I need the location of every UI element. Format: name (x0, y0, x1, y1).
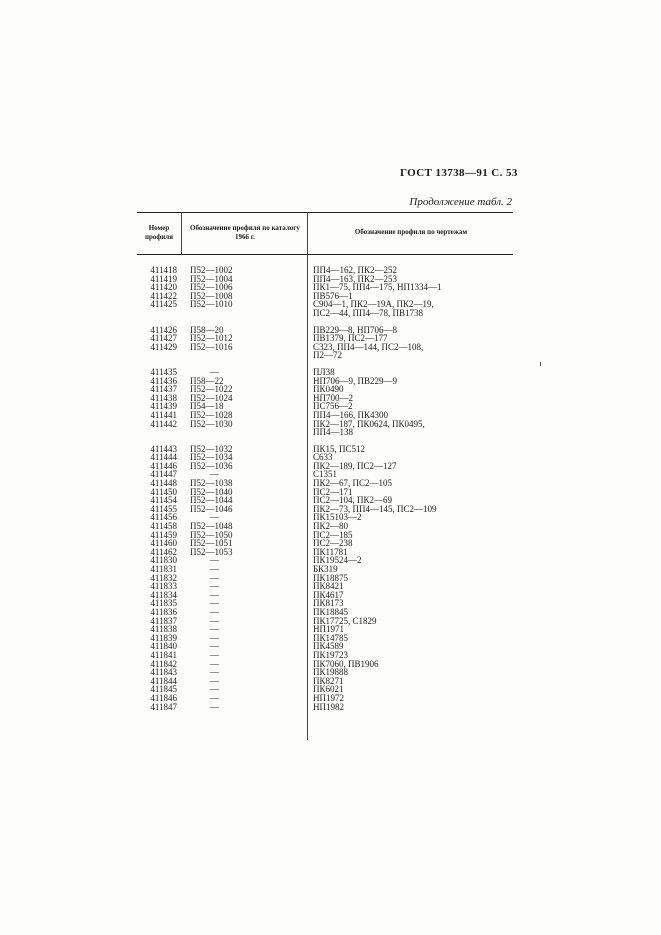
page-header: ГОСТ 13738—91 С. 53 (400, 167, 518, 179)
profile-number-cell: 411446 (150, 460, 177, 471)
drawing-designation-cell: ПК18845 (313, 606, 349, 617)
drawing-designation-cell: ПК11781 (313, 546, 348, 557)
drawing-designation-cell: ПК4617 (313, 589, 344, 600)
catalog-designation-cell: П52—1046 (190, 503, 233, 514)
drawing-designation-cell: С323, ПП4—144, ПС2—108, П2—72 (313, 341, 424, 361)
drawing-designation-cell: ПК2—67, ПС2—105 (313, 478, 393, 489)
drawing-designation-cell: ПК6021 (313, 684, 344, 695)
profile-number-cell: 411436 (150, 375, 177, 386)
table-row (137, 343, 513, 360)
drawing-designation-cell: НП1982 (313, 701, 344, 712)
catalog-designation-cell: — (210, 598, 219, 609)
profile-number-cell: 411439 (150, 401, 177, 412)
catalog-designation-cell: П58—22 (190, 375, 224, 386)
header-drawing-designation: Обозначение профиля по чертежам (354, 228, 468, 236)
catalog-designation-cell: П52—1040 (190, 486, 233, 497)
profile-number-cell: 411838 (150, 624, 177, 635)
drawing-designation-cell: ПК8421 (313, 581, 344, 592)
catalog-designation-cell: — (210, 589, 219, 600)
drawing-designation-cell: НП1972 (313, 692, 344, 703)
header-profile-number: Номер профиля (144, 224, 174, 241)
profile-number-cell: 411427 (150, 333, 177, 344)
drawing-designation-cell: ПС2—171 (313, 486, 353, 497)
profile-number-cell: 411458 (150, 521, 177, 532)
profile-number-cell: 411420 (150, 282, 177, 293)
profile-number-cell: 411844 (150, 675, 177, 686)
drawing-designation-cell: ПК19723 (313, 649, 349, 660)
catalog-designation-cell: — (210, 658, 219, 669)
drawing-designation-cell: С1351 (313, 469, 338, 480)
drawing-designation-cell: НП700—2 (313, 392, 353, 403)
catalog-designation-cell: П52—1010 (190, 299, 233, 310)
profile-number-cell: 411830 (150, 555, 177, 566)
profile-number-cell: 411841 (150, 649, 177, 660)
catalog-designation-cell: — (210, 366, 219, 377)
drawing-designation-cell: ПК2—189, ПС2—127 (313, 460, 397, 471)
profile-number-cell: 411443 (150, 443, 177, 454)
drawing-designation-cell: ПК15, ПС512 (313, 443, 366, 454)
catalog-designation-cell: П52—1024 (190, 392, 233, 403)
profile-number-cell: 411843 (150, 667, 177, 678)
profile-number-cell: 411448 (150, 478, 177, 489)
catalog-designation-cell: — (210, 641, 219, 652)
catalog-designation-cell: — (210, 564, 219, 574)
catalog-designation-cell: — (210, 606, 219, 617)
catalog-designation-cell: П52—1030 (190, 418, 233, 429)
catalog-designation-cell: П52—1050 (190, 529, 233, 540)
catalog-designation-cell: — (210, 624, 219, 635)
profile-number-cell: 411447 (150, 469, 177, 480)
profile-number-cell: 411455 (150, 503, 177, 514)
drawing-designation-cell: ПЛ38 (313, 366, 335, 377)
drawing-designation-cell: БК319 (313, 564, 338, 574)
drawing-designation-cell: ПК8173 (313, 598, 344, 609)
profile-number-cell: 411832 (150, 572, 177, 583)
drawing-designation-cell: ПП4—162, ПК2—252 (313, 265, 398, 275)
profile-number-cell: 411419 (150, 273, 177, 284)
catalog-designation-cell: П52—1004 (190, 273, 233, 284)
profile-number-cell: 411836 (150, 606, 177, 617)
drawing-designation-cell: ПК2—187, ПК0624, ПК0495, ПП4—138 (313, 418, 425, 438)
drawing-designation-cell: ПК14785 (313, 632, 349, 643)
profile-number-cell: 411425 (150, 299, 177, 310)
scan-speck (540, 362, 541, 366)
catalog-designation-cell: — (210, 555, 219, 566)
header-rule (137, 254, 513, 255)
drawing-designation-cell: НП1971 (313, 624, 344, 635)
catalog-designation-cell: П52—1038 (190, 478, 233, 489)
drawing-designation-cell: ПП4—166, ПК4300 (313, 409, 389, 420)
table-row (137, 300, 513, 317)
profile-number-cell: 411842 (150, 658, 177, 669)
catalog-designation-cell: — (210, 512, 219, 523)
catalog-designation-cell: П52—1002 (190, 265, 233, 275)
profile-number-cell: 411454 (150, 495, 177, 506)
drawing-designation-cell: ПК19888 (313, 667, 349, 678)
drawing-designation-cell: С633 (313, 452, 333, 463)
table-row (137, 703, 513, 712)
profile-number-cell: 411441 (150, 409, 177, 420)
column-divider (181, 212, 182, 254)
catalog-designation-cell: П52—1022 (190, 384, 233, 395)
profile-number-cell: 411839 (150, 632, 177, 643)
table-body (137, 266, 513, 711)
profile-number-cell: 411847 (150, 701, 177, 712)
profile-number-cell: 411422 (150, 290, 177, 301)
profile-number-cell: 411845 (150, 684, 177, 695)
catalog-designation-cell: П52—1008 (190, 290, 233, 301)
profile-number-cell: 411438 (150, 392, 177, 403)
catalog-designation-cell: — (210, 701, 219, 712)
profile-number-cell: 411831 (150, 564, 177, 574)
catalog-designation-cell: — (210, 649, 219, 660)
drawing-designation-cell: ПК18875 (313, 572, 349, 583)
catalog-designation-cell: — (210, 684, 219, 695)
drawing-designation-cell: ПК8271 (313, 675, 344, 686)
catalog-designation-cell: П52—1048 (190, 521, 233, 532)
profile-number-cell: 411459 (150, 529, 177, 540)
catalog-designation-cell: П54—18 (190, 401, 224, 412)
drawing-designation-cell: ПК7060, ПВ1906 (313, 658, 379, 669)
profile-number-cell: 411846 (150, 692, 177, 703)
profile-number-cell: 411833 (150, 581, 177, 592)
table-top-rule (137, 212, 513, 213)
drawing-designation-cell: ПК2—73, ПП4—145, ПС2—109 (313, 503, 437, 514)
catalog-designation-cell: П52—1053 (190, 546, 233, 557)
drawing-designation-cell: НП706—9, ПВ229—9 (313, 375, 398, 386)
catalog-designation-cell: П52—1012 (190, 333, 233, 344)
drawing-designation-cell: ПК2—80 (313, 521, 349, 532)
drawing-designation-cell: ПВ576—1 (313, 290, 353, 301)
drawing-designation-cell: ПК17725, С1829 (313, 615, 377, 626)
catalog-designation-cell: — (210, 692, 219, 703)
catalog-designation-cell: — (210, 667, 219, 678)
drawing-designation-cell: ПВ1379, ПС2—177 (313, 333, 388, 344)
table-caption: Продолжение табл. 2 (409, 196, 512, 208)
drawing-designation-cell: ПК19524—2 (313, 555, 362, 566)
profile-number-cell: 411840 (150, 641, 177, 652)
profile-number-cell: 411835 (150, 598, 177, 609)
profile-number-cell: 411426 (150, 324, 177, 335)
catalog-designation-cell: П52—1016 (190, 341, 233, 352)
catalog-designation-cell: П52—1028 (190, 409, 233, 420)
drawing-designation-cell: ПК4589 (313, 641, 344, 652)
profile-number-cell: 411456 (150, 512, 177, 523)
catalog-designation-cell: П52—1006 (190, 282, 233, 293)
profile-number-cell: 411437 (150, 384, 177, 395)
catalog-designation-cell: П52—1044 (190, 495, 233, 506)
catalog-designation-cell: П58—20 (190, 324, 224, 335)
drawing-designation-cell: ПС2—104, ПК2—69 (313, 495, 393, 506)
drawing-designation-cell: ПП4—163, ПК2—253 (313, 273, 398, 284)
profile-number-cell: 411418 (150, 265, 177, 275)
catalog-designation-cell: — (210, 572, 219, 583)
profile-number-cell: 411435 (150, 366, 177, 377)
catalog-designation-cell: П52—1032 (190, 443, 233, 454)
catalog-designation-cell: П52—1051 (190, 538, 233, 549)
catalog-designation-cell: — (210, 632, 219, 643)
catalog-designation-cell: П52—1036 (190, 460, 233, 471)
catalog-designation-cell: — (210, 615, 219, 626)
profile-number-cell: 411429 (150, 341, 177, 352)
catalog-designation-cell: — (210, 675, 219, 686)
drawing-designation-cell: ПС2—238 (313, 538, 353, 549)
header-catalog-designation: Обозначение профиля по каталогу 1966 г. (190, 224, 300, 241)
profile-number-cell: 411834 (150, 589, 177, 600)
profile-table (137, 212, 513, 752)
profile-number-cell: 411460 (150, 538, 177, 549)
profile-number-cell: 411837 (150, 615, 177, 626)
drawing-designation-cell: ПК0490 (313, 384, 344, 395)
drawing-designation-cell: ПК1—75, ПП4—175, НП1334—1 (313, 282, 442, 293)
profile-number-cell: 411444 (150, 452, 177, 463)
profile-number-cell: 411450 (150, 486, 177, 497)
drawing-designation-cell: ПВ229—8, НП706—8 (313, 324, 398, 335)
drawing-designation-cell: ПС756—2 (313, 401, 353, 412)
drawing-designation-cell: ПС2—185 (313, 529, 353, 540)
profile-number-cell: 411462 (150, 546, 177, 557)
table-row (137, 420, 513, 437)
catalog-designation-cell: — (210, 469, 219, 480)
drawing-designation-cell: С904—1, ПК2—19А, ПК2—19, ПС2—44, ПП4—78, ПВ1738 (313, 299, 434, 318)
drawing-designation-cell: ПК15103—2 (313, 512, 362, 523)
profile-number-cell: 411442 (150, 418, 177, 429)
catalog-designation-cell: П52—1034 (190, 452, 233, 463)
catalog-designation-cell: — (210, 581, 219, 592)
